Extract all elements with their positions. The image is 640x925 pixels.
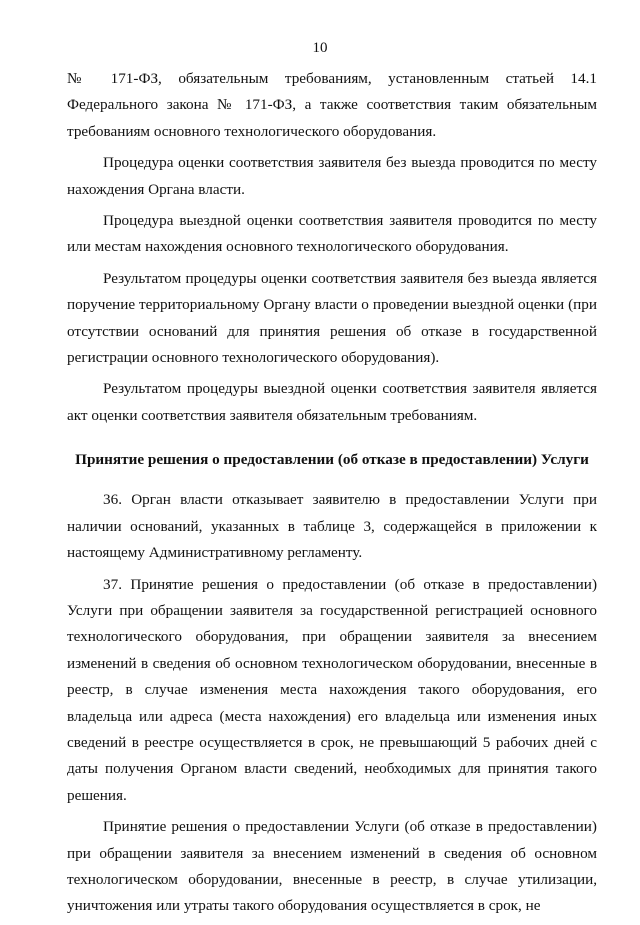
paragraph: Процедура оценки соответствия заявителя без выезда проводится по месту нахождения Органа власти. <box>67 154 597 198</box>
paragraph: Принятие решения о предоставлении Услуги (об отказе в предоставлении) при обращении заявителя за внесением изменений в сведения об основном технологическом оборудовании, внесенные в реестр, в случае утилизации, уничтожения или утраты такого оборудования осуществляется в срок, не <box>67 818 597 915</box>
paragraph: Результатом процедуры выездной оценки соответствия заявителя является акт оценки соответствия заявителя обязательным требованиям. <box>67 380 597 424</box>
paragraph: 36. Орган власти отказывает заявителю в предоставлении Услуги при наличии оснований, указанных в таблице 3, содержащейся в приложении к настоящему Административному регламенту. <box>67 491 597 562</box>
paragraphs-before <box>67 66 597 429</box>
document-body <box>67 66 597 925</box>
paragraph: 37. Принятие решения о предоставлении (об отказе в предоставлении) Услуги при обращении заявителя за государственной регистрацией основного технологического оборудования, при обращении заявителя за внесением изменений в сведения об основном технологическом оборудовании, внесенные в реестр, в случае изменения места нахождения такого оборудования, его владельца или адреса (места нахождения) его владельца или изменения иных сведений в реестре осуществляется в срок, не превышающий 5 рабочих дней с даты получения Органом власти сведений, необходимых для принятия такого решения. <box>67 575 597 804</box>
paragraphs-after <box>67 487 597 920</box>
paragraph: № 171-ФЗ, обязательным требованиям, установленным статьей 14.1 Федерального закона № 171-ФЗ, а также соответствия таким обязательным требованиям основного технологического оборудования. <box>67 70 597 140</box>
paragraph: Результатом процедуры оценки соответствия заявителя без выезда является поручение территориальному Органу власти о проведении выездной оценки (при отсутствии оснований для принятия решения об отказе в государственной регистрации основного технологического оборудования). <box>67 269 597 367</box>
page-number: 10 <box>312 40 328 56</box>
section-heading: Принятие решения о предоставлении (об отказе в предоставлении) Услуги <box>75 451 589 469</box>
paragraph: Процедура выездной оценки соответствия заявителя проводится по месту или местам нахождения основного технологического оборудования. <box>67 212 597 256</box>
